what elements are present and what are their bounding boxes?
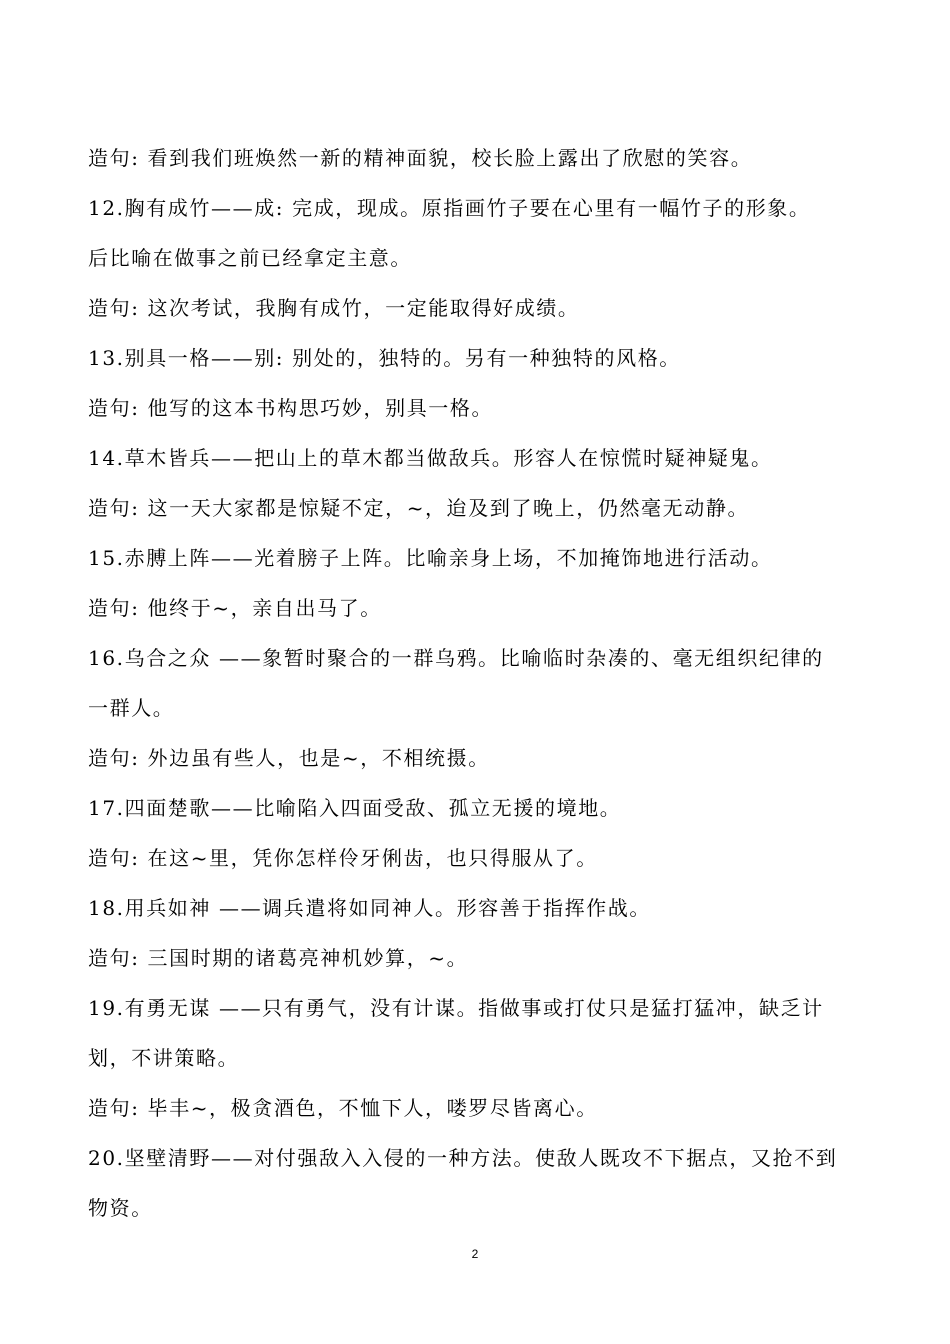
text-line: 造句: 这次考试，我胸有成竹，一定能取得好成绩。 xyxy=(88,296,580,320)
text-line: 一群人。 xyxy=(88,696,175,720)
text-line: 造句: 毕丰~，极贪酒色，不恤下人，喽罗尽皆离心。 xyxy=(88,1096,598,1120)
text-line: 15.赤膊上阵——光着膀子上阵。比喻亲身上场，不加掩饰地进行活动。 xyxy=(88,546,773,570)
text-line: 造句: 在这~里，凭你怎样伶牙俐齿，也只得服从了。 xyxy=(88,846,598,870)
page-number: 2 xyxy=(471,1247,479,1261)
text-line: 后比喻在做事之前已经拿定主意。 xyxy=(88,246,412,270)
text-line: 16.乌合之众 ——象暂时聚合的一群乌鸦。比喻临时杂凑的、毫无组织纪律的 xyxy=(88,646,824,670)
text-line: 12.胸有成竹——成: 完成，现成。原指画竹子要在心里有一幅竹子的形象。 xyxy=(88,196,811,220)
text-line: 13.别具一格——别: 别处的，独特的。另有一种独特的风格。 xyxy=(88,346,681,370)
text-line: 19.有勇无谋 ——只有勇气，没有计谋。指做事或打仗只是猛打猛冲，缺乏计 xyxy=(88,996,824,1020)
text-line: 划，不讲策略。 xyxy=(88,1046,240,1070)
text-line: 造句: 这一天大家都是惊疑不定，~，迨及到了晚上，仍然毫无动静。 xyxy=(88,496,750,520)
text-line: 造句: 外边虽有些人，也是~，不相统摄。 xyxy=(88,746,490,770)
text-line: 17.四面楚歌——比喻陷入四面受敌、孤立无援的境地。 xyxy=(88,796,622,820)
text-line: 造句: 看到我们班焕然一新的精神面貌，校长脸上露出了欣慰的笑容。 xyxy=(88,146,753,170)
document-body xyxy=(88,133,868,1233)
text-line: 造句: 他写的这本书构思巧妙，别具一格。 xyxy=(88,396,494,420)
text-line: 14.草木皆兵——把山上的草木都当做敌兵。形容人在惊慌时疑神疑鬼。 xyxy=(88,446,773,470)
text-line: 20.坚壁清野——对付强敌入入侵的一种方法。使敌人既攻不下据点，又抢不到 xyxy=(88,1146,838,1170)
text-line: 物资。 xyxy=(88,1196,153,1220)
text-line: 造句: 三国时期的诸葛亮神机妙算，~。 xyxy=(88,946,469,970)
text-line: 18.用兵如神 ——调兵遣将如同神人。形容善于指挥作战。 xyxy=(88,896,651,920)
text-line: 造句: 他终于~，亲自出马了。 xyxy=(88,596,382,620)
